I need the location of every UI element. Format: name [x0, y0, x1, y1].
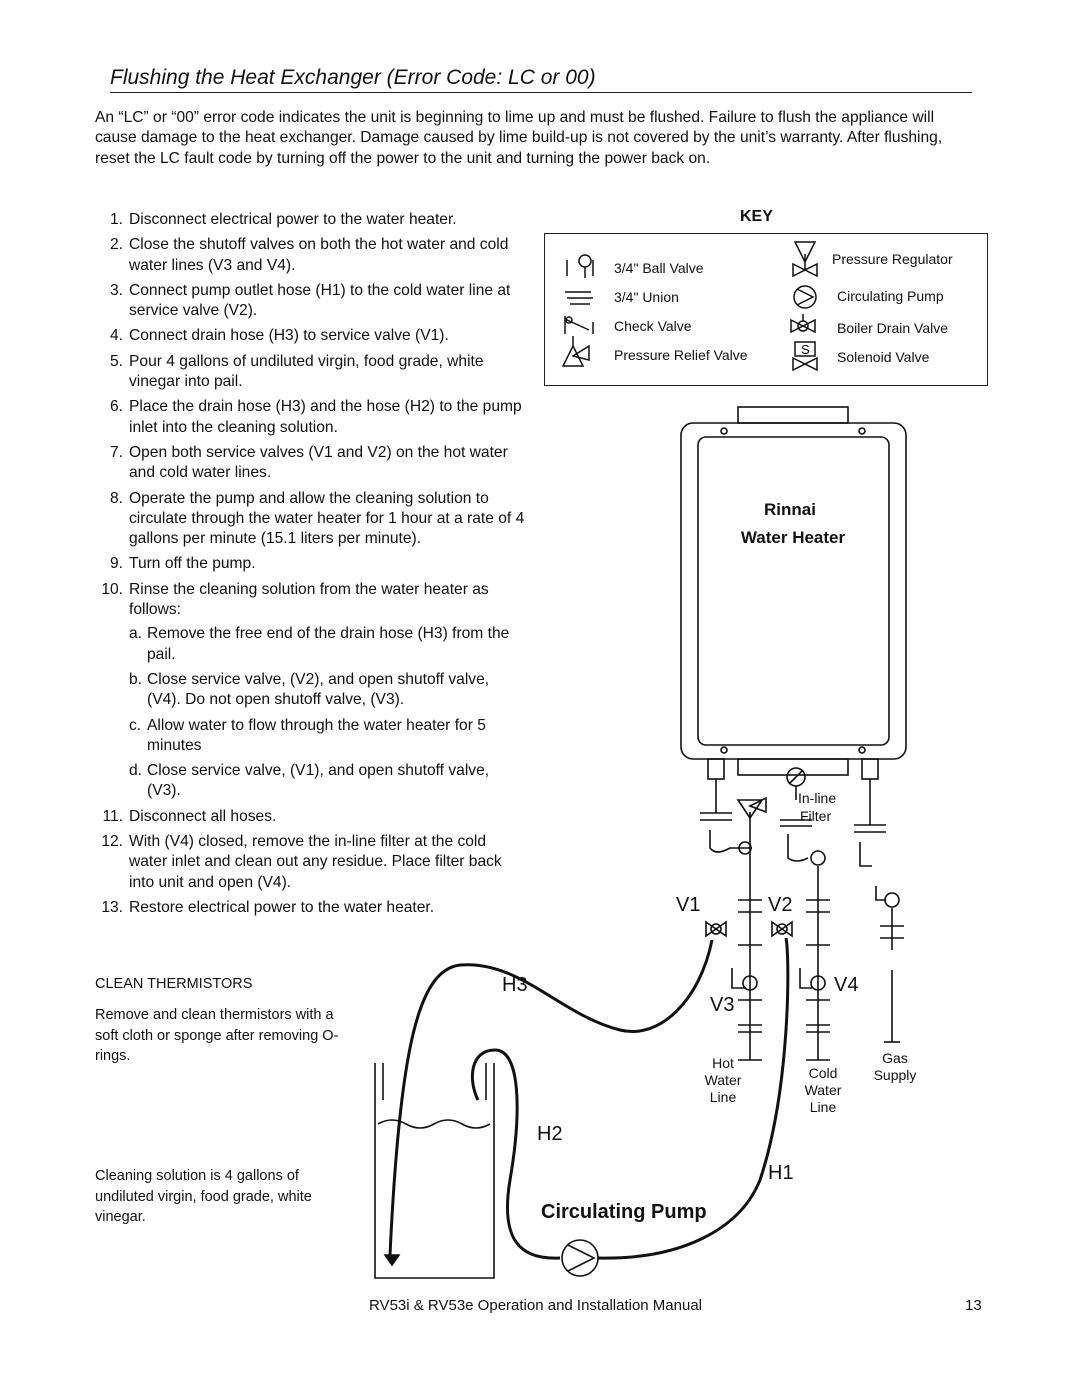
page-title: Flushing the Heat Exchanger (Error Code: LC or 00)	[110, 66, 972, 93]
gas-supply-label: Gas Supply	[873, 1050, 917, 1083]
heater-brand: Rinnai	[764, 500, 816, 519]
water-heater-unit	[681, 407, 906, 779]
substep-item: b. Close service valve, (V2), and open shutoff valve, (V4). Do not open shutoff valve, (V3).	[129, 670, 490, 709]
step-item: 1. Disconnect electrical power to the water heater.	[109, 211, 457, 228]
page-number: 13	[965, 1297, 982, 1314]
heater-bottom-panel	[738, 759, 848, 775]
key-drain-valve: Boiler Drain Valve	[837, 320, 949, 336]
label-h3: H3	[502, 974, 528, 996]
key-solenoid: Solenoid Valve	[837, 349, 930, 365]
clean-thermistors-text: Remove and clean thermistors with a soft cloth or sponge after removing O-rings.	[95, 1007, 339, 1064]
footer-manual-title: RV53i & RV53e Operation and Installation Manual	[369, 1297, 702, 1314]
step-item: 5. Pour 4 gallons of undiluted virgin, food grade, white vinegar into pail.	[109, 352, 484, 391]
key-regulator: Pressure Regulator	[832, 251, 953, 267]
label-v3: V3	[710, 994, 735, 1016]
key-title: KEY	[740, 208, 773, 225]
heater-cabinet	[681, 423, 906, 759]
step-item: 8. Operate the pump and allow the cleaning solution to circulate through the water heater for 1 hour at a rate of 4 gallons per minute (15.1 liters per minute).	[109, 489, 525, 548]
cleaning-solution-note: Cleaning solution is 4 gallons of undiluted virgin, food grade, white vinegar.	[95, 1168, 312, 1225]
key-ball-valve: 3/4" Ball Valve	[614, 260, 704, 276]
heater-front-panel	[698, 437, 889, 745]
gas-supply-line	[854, 779, 904, 1042]
step-item: 10. Rinse the cleaning solution from the water heater as follows: a. Remove the free end of the drain hose (H3) from the pail. b. Close service valve, (V2), and open shutoff valve, (V4). Do not open shutoff valve, (V3). c. Allow water to flow through the water heater for 5 minutes d. Close service valve, (V1), and open shutoff valve, (V3).	[95, 580, 525, 802]
circulating-pump-label: Circulating Pump	[541, 1201, 707, 1223]
label-h1: H1	[768, 1162, 794, 1184]
key-check-valve: Check Valve	[614, 318, 692, 334]
label-h2: H2	[537, 1123, 563, 1145]
cold-line-label: Cold Water Line	[804, 1065, 842, 1115]
key-union: 3/4" Union	[614, 289, 679, 305]
step-item: 4. Connect drain hose (H3) to service valve (V1).	[109, 327, 449, 345]
inline-filter-label-1: In-line	[798, 790, 837, 806]
substep-item: c. Allow water to flow through the water heater for 5 minutes	[129, 716, 486, 754]
inline-filter-label-2: Filter	[800, 808, 832, 824]
heater-label: Water Heater	[740, 528, 846, 547]
step-item: 13. Restore electrical power to the water heater.	[101, 898, 435, 916]
label-v2: V2	[768, 894, 793, 916]
hot-water-line	[700, 779, 766, 1060]
step-item: 9. Turn off the pump.	[109, 555, 256, 573]
label-v4: V4	[834, 974, 859, 996]
circulating-pump-icon	[562, 1240, 598, 1276]
step-item: 3. Connect pump outlet hose (H1) to the cold water line at service valve (V2).	[109, 281, 511, 320]
solution-surface	[378, 1120, 490, 1128]
solenoid-letter: S	[801, 342, 810, 357]
key-pump: Circulating Pump	[837, 288, 944, 304]
clean-thermistors-heading: CLEAN THERMISTORS	[95, 976, 253, 992]
step-item: 12. With (V4) closed, remove the in-line filter at the cold water inlet and clean out any residue. Place filter back into unit and open (V4).	[101, 833, 502, 891]
step-item: 7. Open both service valves (V1 and V2) on the hot water and cold water lines.	[109, 443, 508, 482]
intro-paragraph: An “LC” or “00” error code indicates the unit is beginning to lime up and must be flushed. Failure to flush the appliance will cause damage to the heat exchanger. Damage caused by lime build-up is not covered by the unit’s warranty. After flushing, reset the LC fault code by turning off the power to the unit and turning the power back on.	[95, 109, 943, 167]
step-item: 2. Close the shutoff valves on both the hot water and cold water lines (V3 and V4).	[109, 236, 509, 274]
label-v1: V1	[676, 894, 701, 916]
h3-arrow-icon	[385, 1255, 399, 1265]
substep-item: d. Close service valve, (V1), and open shutoff valve, (V3).	[129, 762, 490, 800]
hot-line-label: Hot Water Line	[704, 1055, 742, 1105]
heater-top-vent	[738, 407, 848, 423]
key-relief-valve: Pressure Relief Valve	[614, 347, 748, 363]
step-item: 11. Disconnect all hoses.	[102, 807, 277, 825]
substep-item: a. Remove the free end of the drain hose (H3) from the pail.	[129, 625, 510, 663]
step-item: 6. Place the drain hose (H3) and the hose (H2) to the pump inlet into the cleaning solution.	[109, 398, 522, 436]
